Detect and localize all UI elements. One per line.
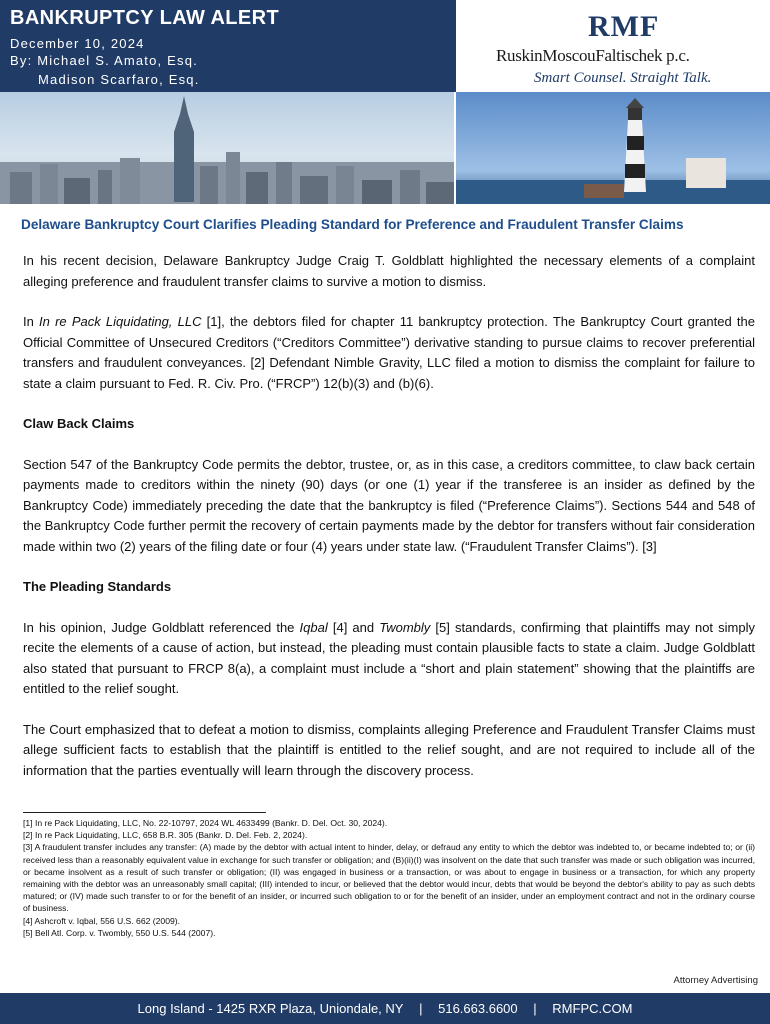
footnote-5: [5] Bell Atl. Corp. v. Twombly, 550 U.S. 544 (2007). (23, 927, 216, 938)
footnote-1: [1] In re Pack Liquidating, LLC, No. 22-10797, 2024 WL 4633499 (Bankr. D. Del. Oct. 30, 2024). (23, 818, 388, 828)
section-heading-claw-back: Claw Back Claims (23, 416, 135, 431)
author-line: By: Michael S. Amato, Esq. (10, 53, 198, 68)
firm-tagline: Smart Counsel. Straight Talk. (534, 70, 712, 86)
paragraph-claw-back: Section 547 of the Bankruptcy Code permits the debtor, trustee, or, as in this case, a creditors committee, to claw back certain payments made to creditors within the ninety (90) days (or one (1) year if the transferee is an insider as defined by the Bankruptcy Code) immediately preceding the date that the bankruptcy is filed (“Preference Claims”). Sections 544 and 548 of the Bankruptcy Code further permit the recovery of certain payments made by the debtor for transfers without fair consideration made within two (2) years of the filing date or four (4) years under state law. (“Fraudulent Transfer Claims”). [3] (23, 456, 755, 554)
city-skyline-image (0, 92, 454, 204)
paragraph-intro: In his recent decision, Delaware Bankruptcy Judge Craig T. Goldblatt highlighted the necessary elements of a complaint alleging preference and fraudulent transfer claims to survive a motion to dismiss. (23, 253, 755, 289)
banner-image (0, 92, 770, 204)
skyline-illustration (0, 92, 454, 204)
firm-logo (456, 0, 770, 92)
footer-address: Long Island - 1425 RXR Plaza, Uniondale, NY (137, 1001, 404, 1016)
footer-separator: | (533, 1001, 537, 1016)
author-second: Madison Scarfaro, Esq. (38, 72, 200, 87)
logo-mark: RMF (588, 10, 660, 43)
text-run: [1], the debtors filed for chapter 11 bankruptcy protection. The Bankruptcy Court granted the Official Committee of Unsecured Creditors (“Creditors Committee”) derivative standing to pursue claims to recover preferential transfers and fraudulent conveyances. [2] Defendant Nimble Gravity, LLC filed a motion to dismiss the complaint for failure to state a claim pursuant to Fed. R. Civ. Pro. (“FRCP”) 12(b)(3) and (b)(6). (23, 314, 755, 391)
footer-website: RMFPC.COM (552, 1001, 633, 1016)
case-iqbal: Iqbal (299, 619, 328, 635)
case-name: In re Pack Liquidating, LLC (39, 314, 202, 329)
lighthouse-illustration (456, 92, 770, 204)
footnote-divider (23, 812, 266, 813)
footnote-4: [4] Ashcroft v. Iqbal, 556 U.S. 662 (2009). (23, 915, 181, 926)
text-run: In (23, 314, 40, 329)
text-run: In his opinion, Judge Goldblatt referenced the (23, 619, 300, 635)
alert-title: BANKRUPTCY LAW ALERT (10, 7, 280, 29)
alert-header-panel (0, 0, 456, 92)
footer (0, 993, 770, 1024)
case-twombly: Twombly (379, 619, 431, 635)
article-body (23, 251, 755, 801)
lighthouse-image (456, 92, 770, 204)
footnote-2: [2] In re Pack Liquidating, LLC, 658 B.R. 305 (Bankr. D. Del. Feb. 2, 2024). (23, 830, 308, 841)
text-run: [5] standards, confirming that plaintiffs may not simply recite the elements of a cause of action, but instead, the pleading must contain plausible facts to state a claim. Judge Goldblatt also stated that pursuant to FRCP 8(a), a complaint must include a “short and plain statement” showing that the plaintiffs are entitled to the relief sought. (23, 619, 755, 696)
footer-phone: 516.663.6600 (438, 1001, 518, 1016)
alert-date: December 10, 2024 (10, 36, 145, 51)
attorney-advertising: Attorney Advertising (673, 975, 758, 986)
header (0, 0, 770, 92)
article-title: Delaware Bankruptcy Court Clarifies Pleading Standard for Preference and Fraudulent Transfer Claims (21, 217, 684, 232)
footnotes (23, 817, 755, 939)
paragraph-pleading (23, 618, 755, 700)
footnote-3: [3] A fraudulent transfer includes any transfer: (A) made by the debtor with actual intent to hinder, delay, or defraud any entity to which the debtor was indebted to, or became indebted to; or (ii) received less than a reasonably equivalent value in exchange for such transfer or obligation; and (B)(ii)(I) was insolvent on the date that such transfer was made or such obligation was incurred, or became insolvent as a result of such transfer or obligation; (II) was engaged in business or a transaction, or was about to engage in business or a transaction, for which any property remaining with the debtor was an unreasonably small capital; (III) intended to incur, or believed that the debtor would incur, debts that would be beyond the debtor's ability to pay as such debts matured; or (IV) made such transfer to or for the benefit of an insider, or incurred such obligation to or for the benefit of an insider, under an employment contract and not in the ordinary course of business. (23, 842, 755, 914)
text-run: [4] and (327, 619, 380, 635)
paragraph-case-background (23, 312, 755, 394)
paragraph-conclusion: The Court emphasized that to defeat a motion to dismiss, complaints alleging Preference and Fraudulent Transfer Claims must allege sufficient facts to establish that the plaintiff is entitled to the relief sought, and are not required to include all of the information that the parties eventually will learn through the discovery process. (23, 721, 755, 778)
firm-name: RuskinMoscouFaltischek p.c. (496, 46, 690, 65)
footer-separator: | (419, 1001, 423, 1016)
section-heading-pleading: The Pleading Standards (23, 579, 172, 594)
